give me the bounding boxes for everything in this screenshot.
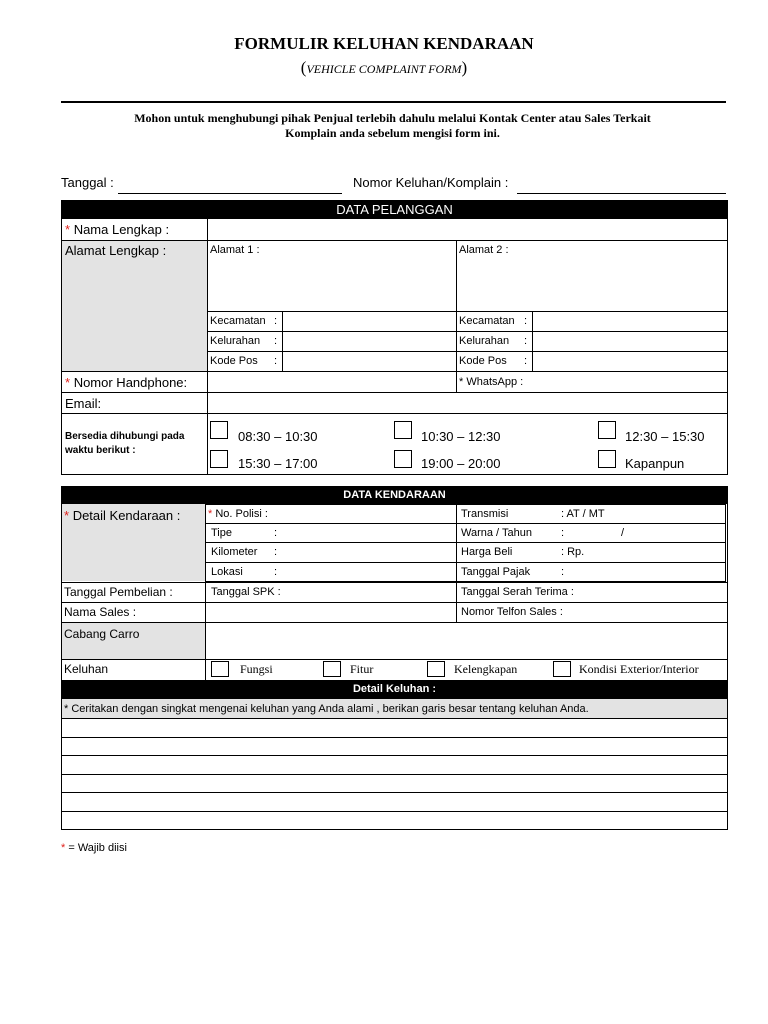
email-input[interactable] (208, 393, 727, 412)
complaint-option-label: Fitur (350, 662, 374, 676)
row-divider (62, 413, 727, 414)
whatsapp-label: * WhatsApp : (459, 376, 524, 388)
time-slot-checkbox[interactable] (598, 450, 616, 468)
kecamatan-label-1: Kecamatan (210, 315, 266, 327)
colon: : (274, 315, 278, 327)
customer-section-header: DATA PELANGGAN (61, 200, 728, 219)
address1-label: Alamat 1 : (210, 244, 260, 256)
kelurahan-label-1: Kelurahan (210, 335, 261, 347)
time-slot-checkbox[interactable] (210, 421, 228, 439)
time-slot-label: 10:30 – 12:30 (421, 429, 501, 444)
complaint-option-label: Fungsi (240, 662, 273, 676)
colon: : (274, 335, 278, 347)
purchase-price-label: Harga Beli (461, 546, 513, 558)
kilometer-label: Kilometer (211, 546, 258, 558)
notice-text: Mohon untuk menghubungi pihak Penjual terlebih dahulu melalui Kontak Center atau Sales Terkait Komplain anda sebelum mengisi form ini. (134, 111, 651, 140)
sales-name-input[interactable] (206, 603, 455, 621)
complaint-completeness-checkbox[interactable] (427, 661, 445, 677)
colon: : (561, 527, 565, 539)
instruction-text: * Ceritakan dengan singkat mengenai keluhan yang Anda alami , berikan garis besar tentang keluhan Anda. (64, 703, 589, 715)
address-label: Alamat Lengkap : (65, 243, 167, 258)
row-divider (205, 523, 726, 524)
transmission-label: Transmisi (461, 508, 509, 520)
plate-number-label: * No. Polisi : (208, 508, 268, 520)
colon: : (524, 335, 528, 347)
colon: : (274, 566, 278, 578)
time-slot-checkbox[interactable] (210, 450, 228, 468)
date-field[interactable] (118, 193, 342, 194)
kecamatan-label-2: Kecamatan (459, 315, 515, 327)
row-divider (62, 240, 727, 241)
colon: : (274, 546, 278, 558)
kelurahan-label-2: Kelurahan (459, 335, 510, 347)
colon: : (274, 527, 278, 539)
vehicle-section-header: DATA KENDARAAN (61, 486, 728, 504)
row-divider (207, 331, 727, 332)
slash: / (621, 527, 625, 539)
row-divider (205, 562, 726, 563)
time-slot-checkbox[interactable] (394, 450, 412, 468)
colon: : (524, 315, 528, 327)
kec-colon-divider (532, 311, 533, 371)
kode-pos-label-1: Kode Pos (210, 355, 258, 367)
phone-input[interactable] (208, 372, 455, 391)
address2-label: Alamat 2 : (459, 244, 509, 256)
address1-input[interactable] (208, 258, 455, 310)
sales-name-label: Nama Sales : (64, 605, 137, 619)
detail-section-header: Detail Keluhan : (62, 680, 727, 699)
branch-label: Cabang Carro (64, 627, 140, 641)
form-title: FORMULIR KELUHAN KENDARAAN (234, 34, 534, 53)
time-slot-checkbox[interactable] (394, 421, 412, 439)
sales-phone-label: Nomor Telfon Sales : (461, 606, 563, 618)
row-divider (207, 311, 727, 312)
complaint-number-label: Nomor Keluhan/Komplain : (353, 175, 509, 190)
purchase-date-label: Tanggal Pembelian : (64, 585, 173, 599)
time-slot-label: 12:30 – 15:30 (625, 429, 705, 444)
phone-label: * Nomor Handphone: (65, 375, 188, 390)
complaint-option-label: Kondisi Exterior/Interior (579, 662, 699, 676)
complaint-detail-input[interactable] (62, 719, 727, 829)
form-subtitle-text: VEHICLE COMPLAINT FORM (306, 62, 462, 76)
row-divider (62, 659, 727, 660)
time-slot-label: 08:30 – 10:30 (238, 429, 318, 444)
row-divider (205, 542, 726, 543)
address-column-divider (456, 240, 457, 392)
required-note: * = Wajib diisi (61, 842, 127, 854)
branch-input[interactable] (206, 623, 726, 658)
complaint-option-label: Kelengkapan (454, 662, 518, 676)
transmission-options[interactable]: : AT / MT (561, 508, 605, 520)
complaint-function-checkbox[interactable] (211, 661, 229, 677)
handover-date-label: Tanggal Serah Terima : (461, 586, 574, 598)
date-label: Tanggal : (61, 175, 114, 190)
address2-input[interactable] (458, 258, 726, 310)
full-name-input[interactable] (208, 220, 727, 239)
row-divider (207, 351, 727, 352)
color-year-label: Warna / Tahun (461, 527, 532, 539)
time-slot-checkbox[interactable] (598, 421, 616, 439)
complaint-label: Keluhan (64, 662, 109, 676)
time-slot-label: 15:30 – 17:00 (238, 456, 318, 471)
full-name-label: * Nama Lengkap : (65, 222, 170, 237)
complaint-condition-checkbox[interactable] (553, 661, 571, 677)
complaint-number-field[interactable] (517, 193, 726, 194)
row-divider (62, 582, 727, 583)
type-label: Tipe (211, 527, 232, 539)
complaint-feature-checkbox[interactable] (323, 661, 341, 677)
kode-pos-label-2: Kode Pos (459, 355, 507, 367)
email-label: Email: (65, 396, 102, 411)
kec-colon-divider (282, 311, 283, 371)
time-slot-label: Kapanpun (625, 456, 685, 471)
colon: : (524, 355, 528, 367)
tax-date-label: Tanggal Pajak (461, 566, 531, 578)
contact-time-label: Bersedia dihubungi pada waktu berikut : (65, 431, 185, 456)
colon: : (274, 355, 278, 367)
form-subtitle: (VEHICLE COMPLAINT FORM) (300, 58, 468, 77)
vehicle-detail-label: * Detail Kendaraan : (64, 508, 181, 523)
colon: : (561, 566, 565, 578)
purchase-price-value: : Rp. (561, 546, 585, 558)
spk-date-label: Tanggal SPK : (211, 586, 281, 598)
time-slot-label: 19:00 – 20:00 (421, 456, 501, 471)
location-label: Lokasi (211, 566, 243, 578)
title-divider (61, 101, 726, 103)
